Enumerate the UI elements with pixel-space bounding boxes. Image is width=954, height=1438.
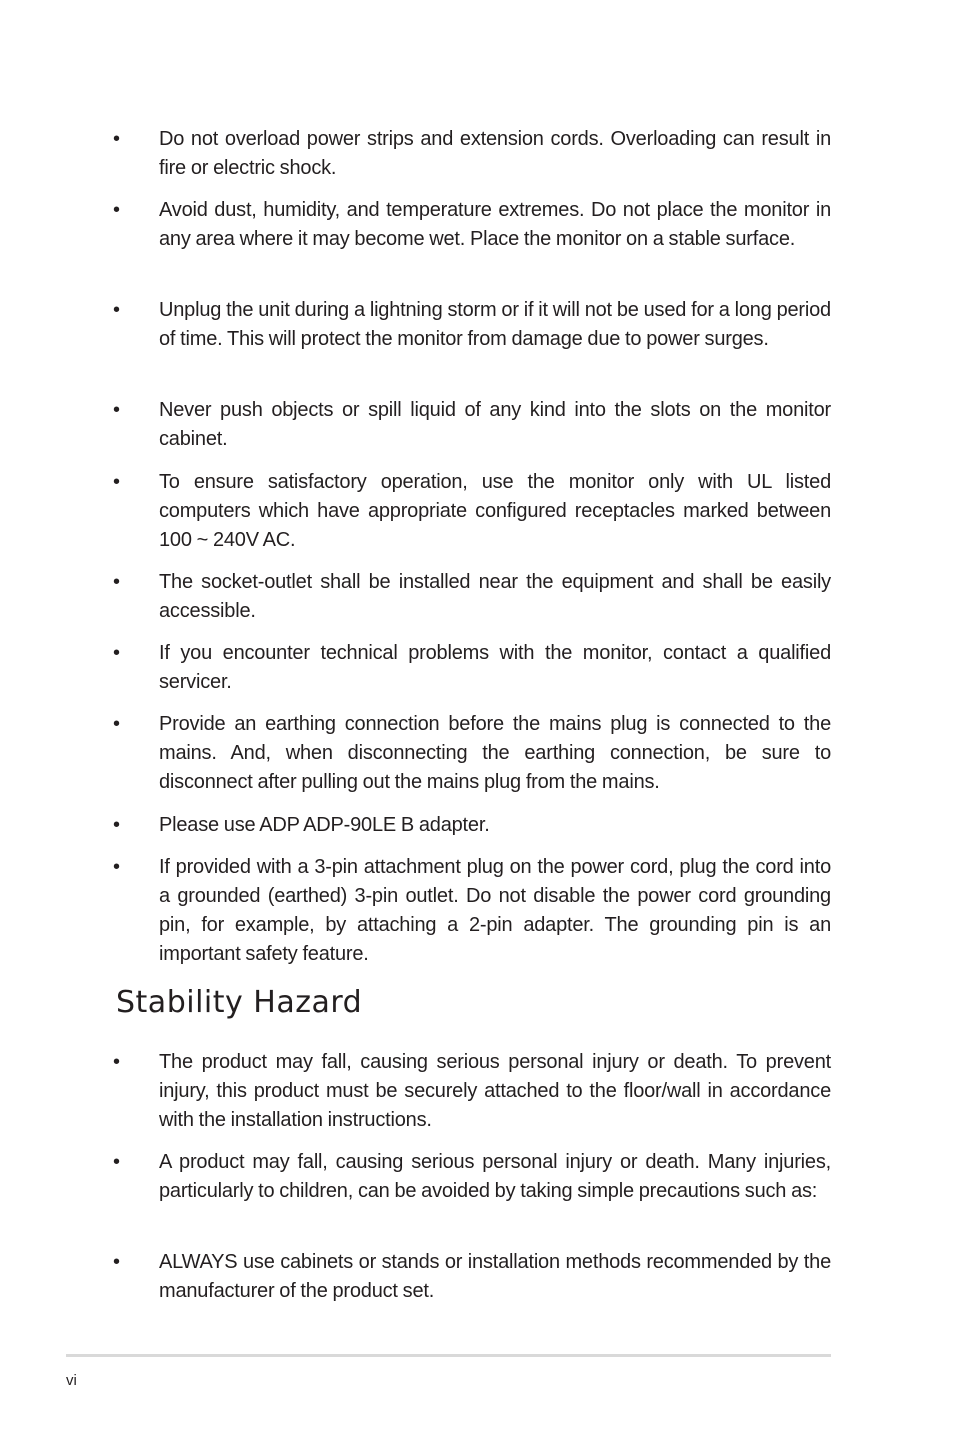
bullet-marker: • (113, 642, 121, 664)
bullet-marker: • (113, 856, 121, 878)
list-item-text: Please use ADP ADP-90LE B adapter. (159, 814, 490, 836)
list-item-text: If provided with a 3-pin attachment plug on the power cord, plug the cord into a grounded (earthed) 3-pin outlet. Do not disable the power cord grounding pin, for example, by attaching a 2-pin adapter. The grounding pin is an important safety feature. (159, 856, 831, 965)
bullet-marker: • (113, 1051, 121, 1073)
footer-divider (66, 1354, 831, 1357)
bullet-marker: • (113, 713, 121, 735)
bullet-marker: • (113, 471, 121, 493)
page-number: vi (66, 1372, 77, 1389)
list-item-text: To ensure satisfactory operation, use the monitor only with UL listed computers which have appropriate configured receptacles marked between 100 ~ 240V AC. (159, 471, 831, 551)
list-item-text: The socket-outlet shall be installed near the equipment and shall be easily accessible. (159, 571, 831, 622)
list-item-text: ALWAYS use cabinets or stands or installation methods recommended by the manufacturer of the product set. (159, 1251, 831, 1302)
bullet-marker: • (113, 399, 121, 421)
bullet-marker: • (113, 1151, 121, 1173)
section-heading-stability-hazard: Stability Hazard (116, 985, 363, 1020)
list-item-text: The product may fall, causing serious personal injury or death. To prevent injury, this product must be securely attached to the floor/wall in accordance with the installation instructions. (159, 1051, 831, 1131)
bullet-marker: • (113, 128, 121, 150)
bullet-marker: • (113, 814, 121, 836)
bullet-marker: • (113, 571, 121, 593)
list-item-text: Do not overload power strips and extension cords. Overloading can result in fire or electric shock. (159, 128, 831, 179)
list-item-text: Unplug the unit during a lightning storm or if it will not be used for a long period of time. This will protect the monitor from damage due to power surges. (159, 299, 831, 350)
list-item-text: Never push objects or spill liquid of any kind into the slots on the monitor cabinet. (159, 399, 831, 450)
bullet-marker: • (113, 1251, 121, 1273)
list-item-text: Avoid dust, humidity, and temperature extremes. Do not place the monitor in any area where it may become wet. Place the monitor on a stable surface. (159, 199, 831, 250)
list-item-text: A product may fall, causing serious personal injury or death. Many injuries, particularly to children, can be avoided by taking simple precautions such as: (159, 1151, 831, 1202)
list-item-text: If you encounter technical problems with the monitor, contact a qualified servicer. (159, 642, 831, 693)
bullet-marker: • (113, 199, 121, 221)
list-item-text: Provide an earthing connection before the mains plug is connected to the mains. And, when disconnecting the earthing connection, be sure to disconnect after pulling out the mains plug from the mains. (159, 713, 831, 793)
bullet-marker: • (113, 299, 121, 321)
